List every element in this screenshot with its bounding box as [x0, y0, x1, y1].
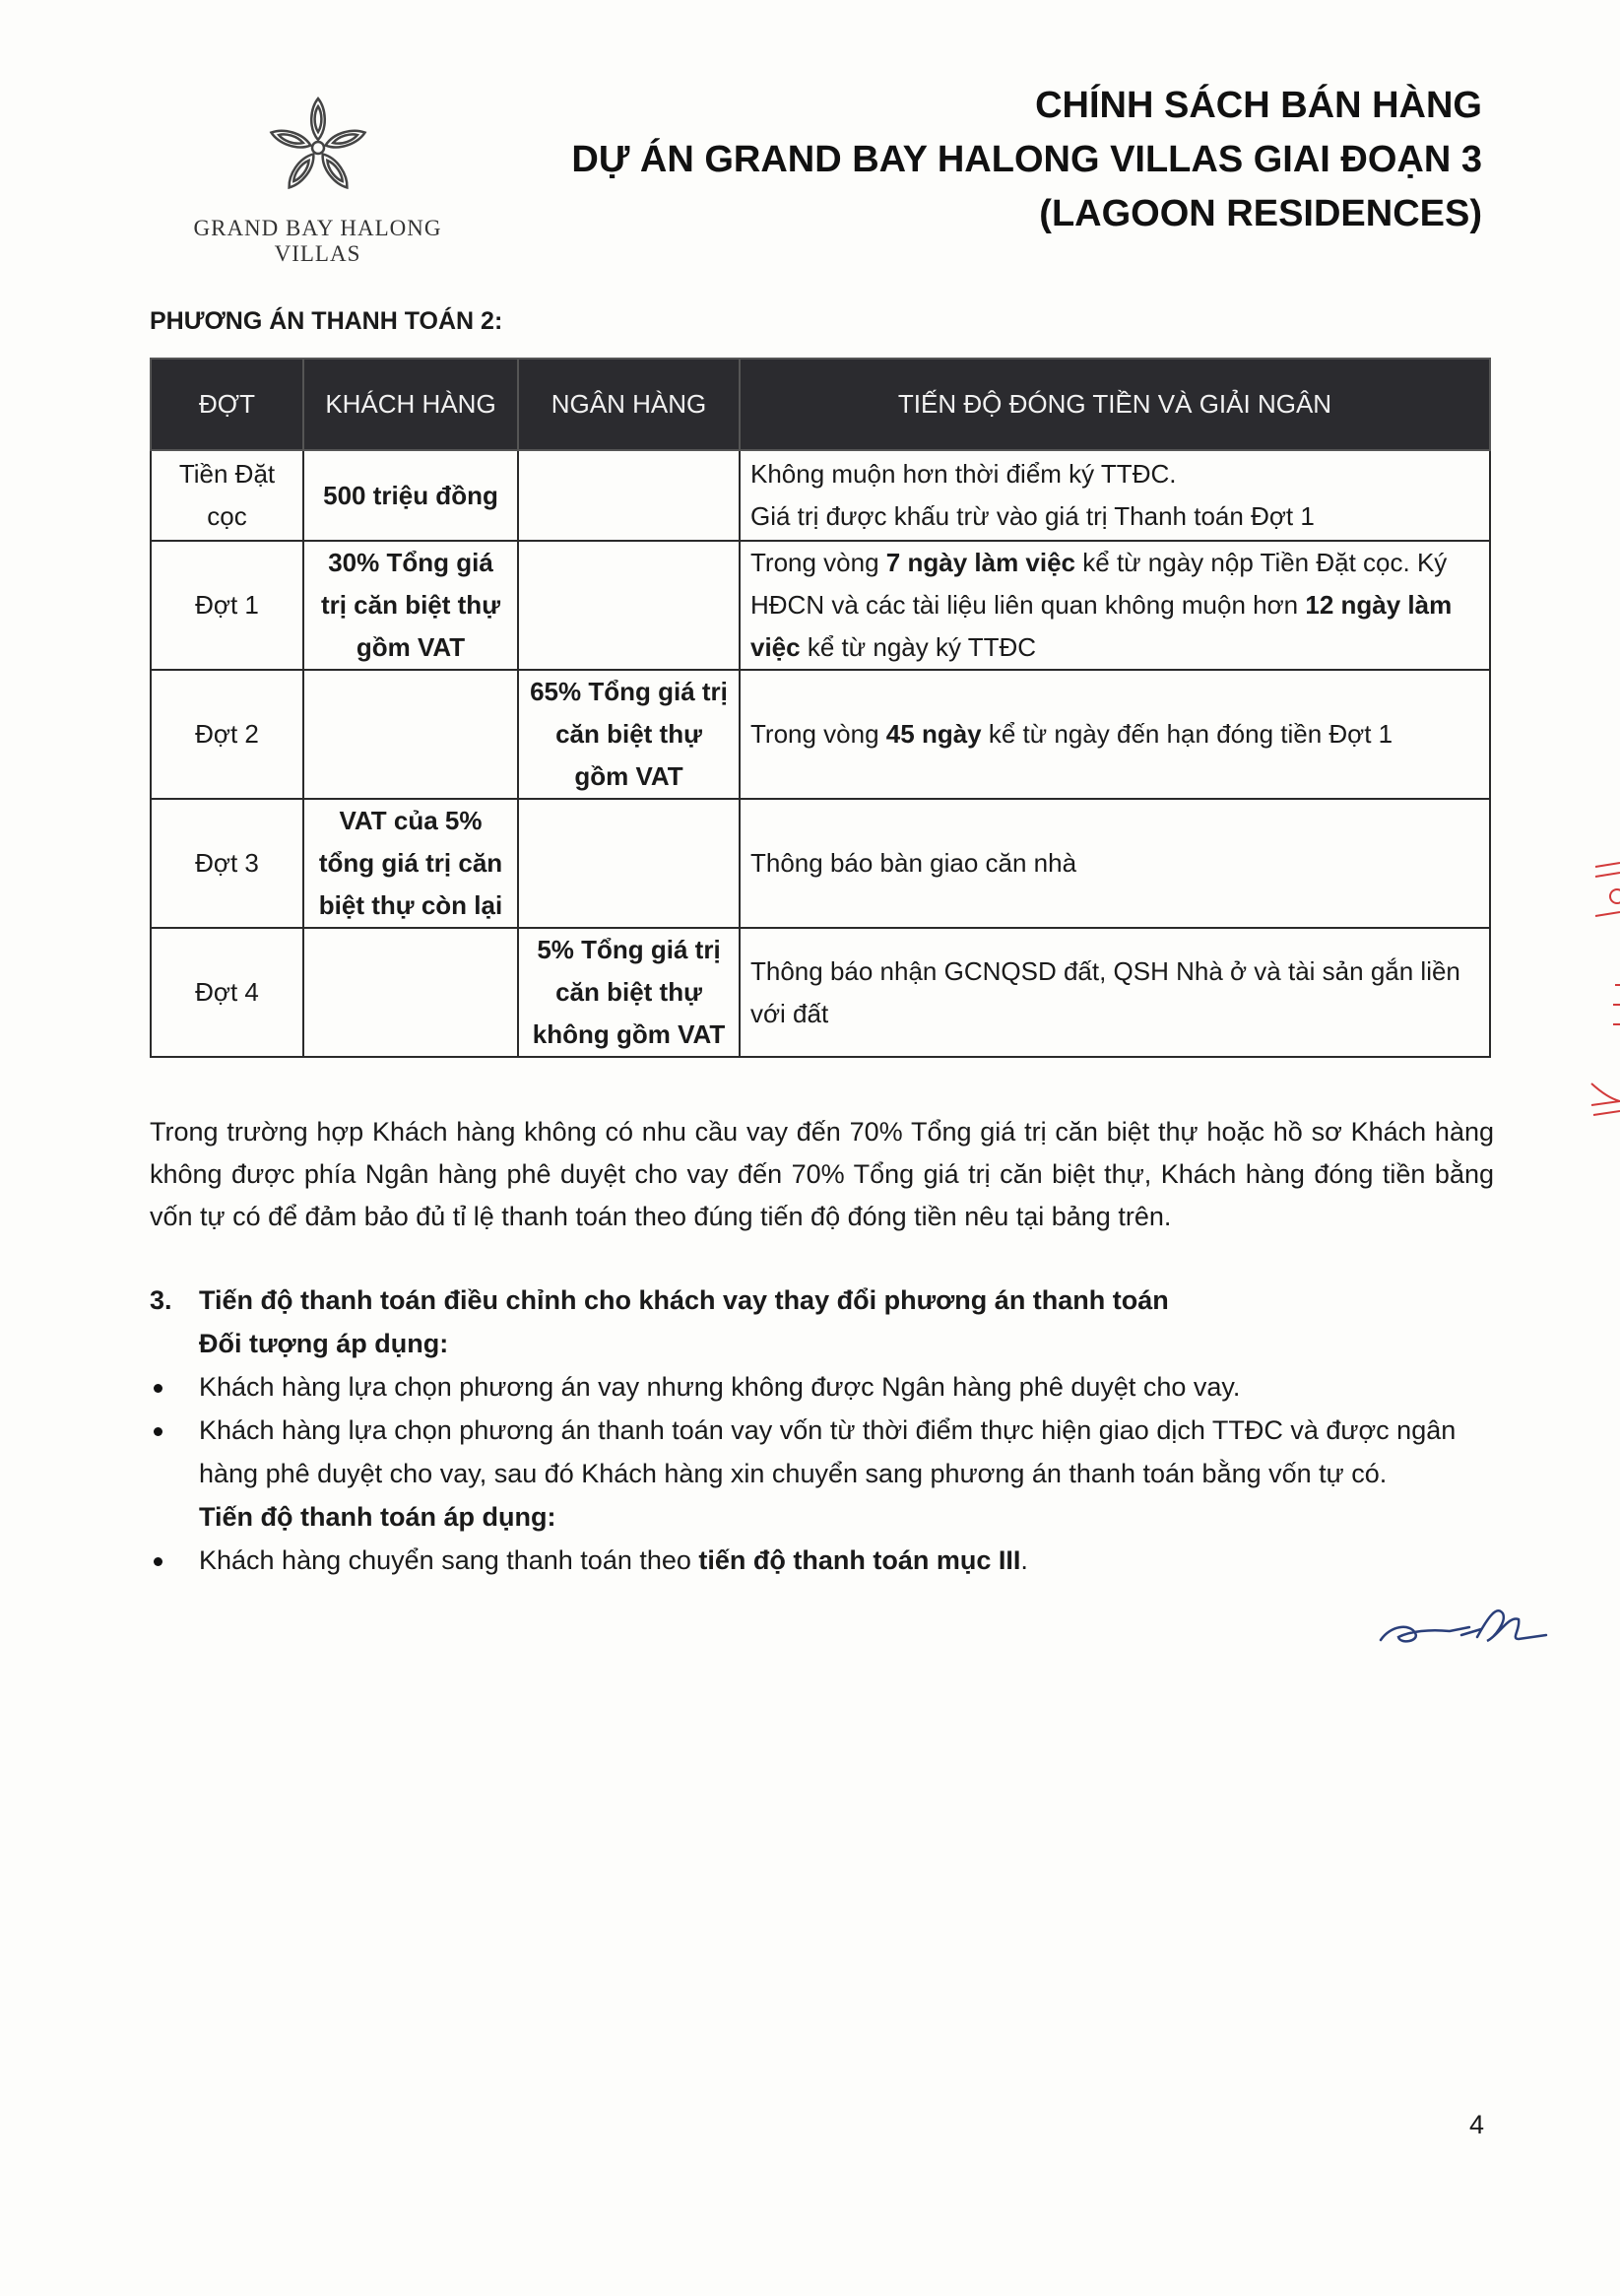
cell-dot: Tiền Đặt cọc	[151, 450, 303, 541]
document-title	[571, 79, 1482, 241]
title-line-2: DỰ ÁN GRAND BAY HALONG VILLAS GIAI ĐOẠN 3	[571, 139, 1482, 180]
tien-do-text: kể từ ngày nộp Tiền Đặt cọc. Ký HĐCN và các tài liệu liên quan không muộn hơn	[750, 548, 1448, 620]
table-row	[151, 541, 1490, 670]
header-khach-hang: KHÁCH HÀNG	[303, 359, 518, 450]
schedule-text: Khách hàng chuyển sang thanh toán theo	[199, 1545, 699, 1575]
list-item: Khách hàng lựa chọn phương án thanh toán vay vốn từ thời điểm thực hiện giao dịch TTĐC và được ngân hàng phê duyệt cho vay, sau đó Khách hàng xin chuyển sang phương án thanh toán bằng vốn tự có.	[150, 1409, 1509, 1495]
tien-do-line: Giá trị được khấu trừ vào giá trị Thanh toán Đợt 1	[750, 501, 1315, 531]
cell-dot: Đợt 2	[151, 670, 303, 799]
tien-do-text: Trong vòng	[750, 719, 886, 749]
section-heading: PHƯƠNG ÁN THANH TOÁN 2:	[150, 307, 503, 335]
applicable-label: Đối tượng áp dụng:	[199, 1329, 449, 1358]
red-stamp-icon	[1588, 847, 1620, 1143]
tien-do-bold: 12 ngày làm việc	[750, 590, 1453, 662]
signature	[1371, 1596, 1558, 1660]
tien-do-bold: 7 ngày làm việc	[885, 548, 1076, 577]
cell-khach-hang	[303, 928, 518, 1057]
cell-tien-do: Thông báo nhận GCNQSD đất, QSH Nhà ở và tài sản gắn liền với đất	[740, 928, 1490, 1057]
cell-khach-hang: 30% Tổng giá trị căn biệt thự gồm VAT	[303, 541, 518, 670]
cell-dot: Đợt 3	[151, 799, 303, 928]
cell-khach-hang: VAT của 5% tổng giá trị căn biệt thự còn lại	[303, 799, 518, 928]
cell-khach-hang: 500 triệu đồng	[303, 450, 518, 541]
header-tien-do: TIẾN ĐỘ ĐÓNG TIỀN VÀ GIẢI NGÂN	[740, 359, 1490, 450]
tien-do-text: kể từ ngày ký TTĐC	[800, 632, 1037, 662]
title-line-3: (LAGOON RESIDENCES)	[1039, 193, 1482, 234]
cell-ngan-hang: 5% Tổng giá trị căn biệt thự không gồm VAT	[518, 928, 740, 1057]
schedule-bold: tiến độ thanh toán mục III	[698, 1545, 1021, 1575]
payment-table	[150, 358, 1491, 1058]
list-item	[150, 1539, 1509, 1582]
schedule-text: .	[1020, 1545, 1028, 1575]
cell-tien-do: Thông báo bàn giao căn nhà	[740, 799, 1490, 928]
header-ngan-hang: NGÂN HÀNG	[518, 359, 740, 450]
tien-do-line: Không muộn hơn thời điểm ký TTĐC.	[750, 459, 1177, 489]
cell-khach-hang	[303, 670, 518, 799]
signature-icon	[1371, 1596, 1558, 1655]
cell-ngan-hang	[518, 799, 740, 928]
logo-text: GRAND BAY HALONG VILLAS	[193, 216, 442, 266]
section-3-title	[150, 1279, 1509, 1322]
cell-tien-do	[740, 541, 1490, 670]
cell-tien-do	[740, 670, 1490, 799]
cell-tien-do	[740, 450, 1490, 541]
flower-logo-icon	[264, 94, 372, 202]
table-row	[151, 799, 1490, 928]
loan-note-paragraph: Trong trường hợp Khách hàng không có nhu cầu vay đến 70% Tổng giá trị căn biệt thự hoặc hồ sơ Khách hàng không được phía Ngân hàng phê duyệt cho vay đến 70% Tổng giá trị căn biệt thự, Khách hàng đóng tiền bằng vốn tự có để đảm bảo đủ tỉ lệ thanh toán theo đúng tiến độ đóng tiền nêu tại bảng trên.	[150, 1117, 1494, 1231]
table-header-row	[151, 359, 1490, 450]
header-dot: ĐỢT	[151, 359, 303, 450]
table-row	[151, 450, 1490, 541]
cell-dot: Đợt 1	[151, 541, 303, 670]
cell-ngan-hang: 65% Tổng giá trị căn biệt thự gồm VAT	[518, 670, 740, 799]
company-logo	[148, 94, 487, 267]
title-line-1: CHÍNH SÁCH BÁN HÀNG	[1035, 85, 1482, 126]
section-3-number: 3.	[150, 1285, 172, 1315]
red-stamp-fragment	[1588, 847, 1620, 1143]
table-row	[151, 928, 1490, 1057]
cell-ngan-hang	[518, 541, 740, 670]
section-3-title-text: Tiến độ thanh toán điều chỉnh cho khách vay thay đổi phương án thanh toán	[199, 1285, 1169, 1315]
table-row	[151, 670, 1490, 799]
schedule-label: Tiến độ thanh toán áp dụng:	[199, 1502, 556, 1532]
page-number: 4	[1469, 2110, 1485, 2139]
cell-ngan-hang	[518, 450, 740, 541]
tien-do-text: Trong vòng	[750, 548, 886, 577]
section-3	[150, 1279, 1509, 1582]
tien-do-text: kể từ ngày đến hạn đóng tiền Đợt 1	[981, 719, 1393, 749]
list-item: Khách hàng lựa chọn phương án vay nhưng không được Ngân hàng phê duyệt cho vay.	[150, 1365, 1509, 1409]
cell-dot: Đợt 4	[151, 928, 303, 1057]
tien-do-bold: 45 ngày	[885, 719, 982, 749]
